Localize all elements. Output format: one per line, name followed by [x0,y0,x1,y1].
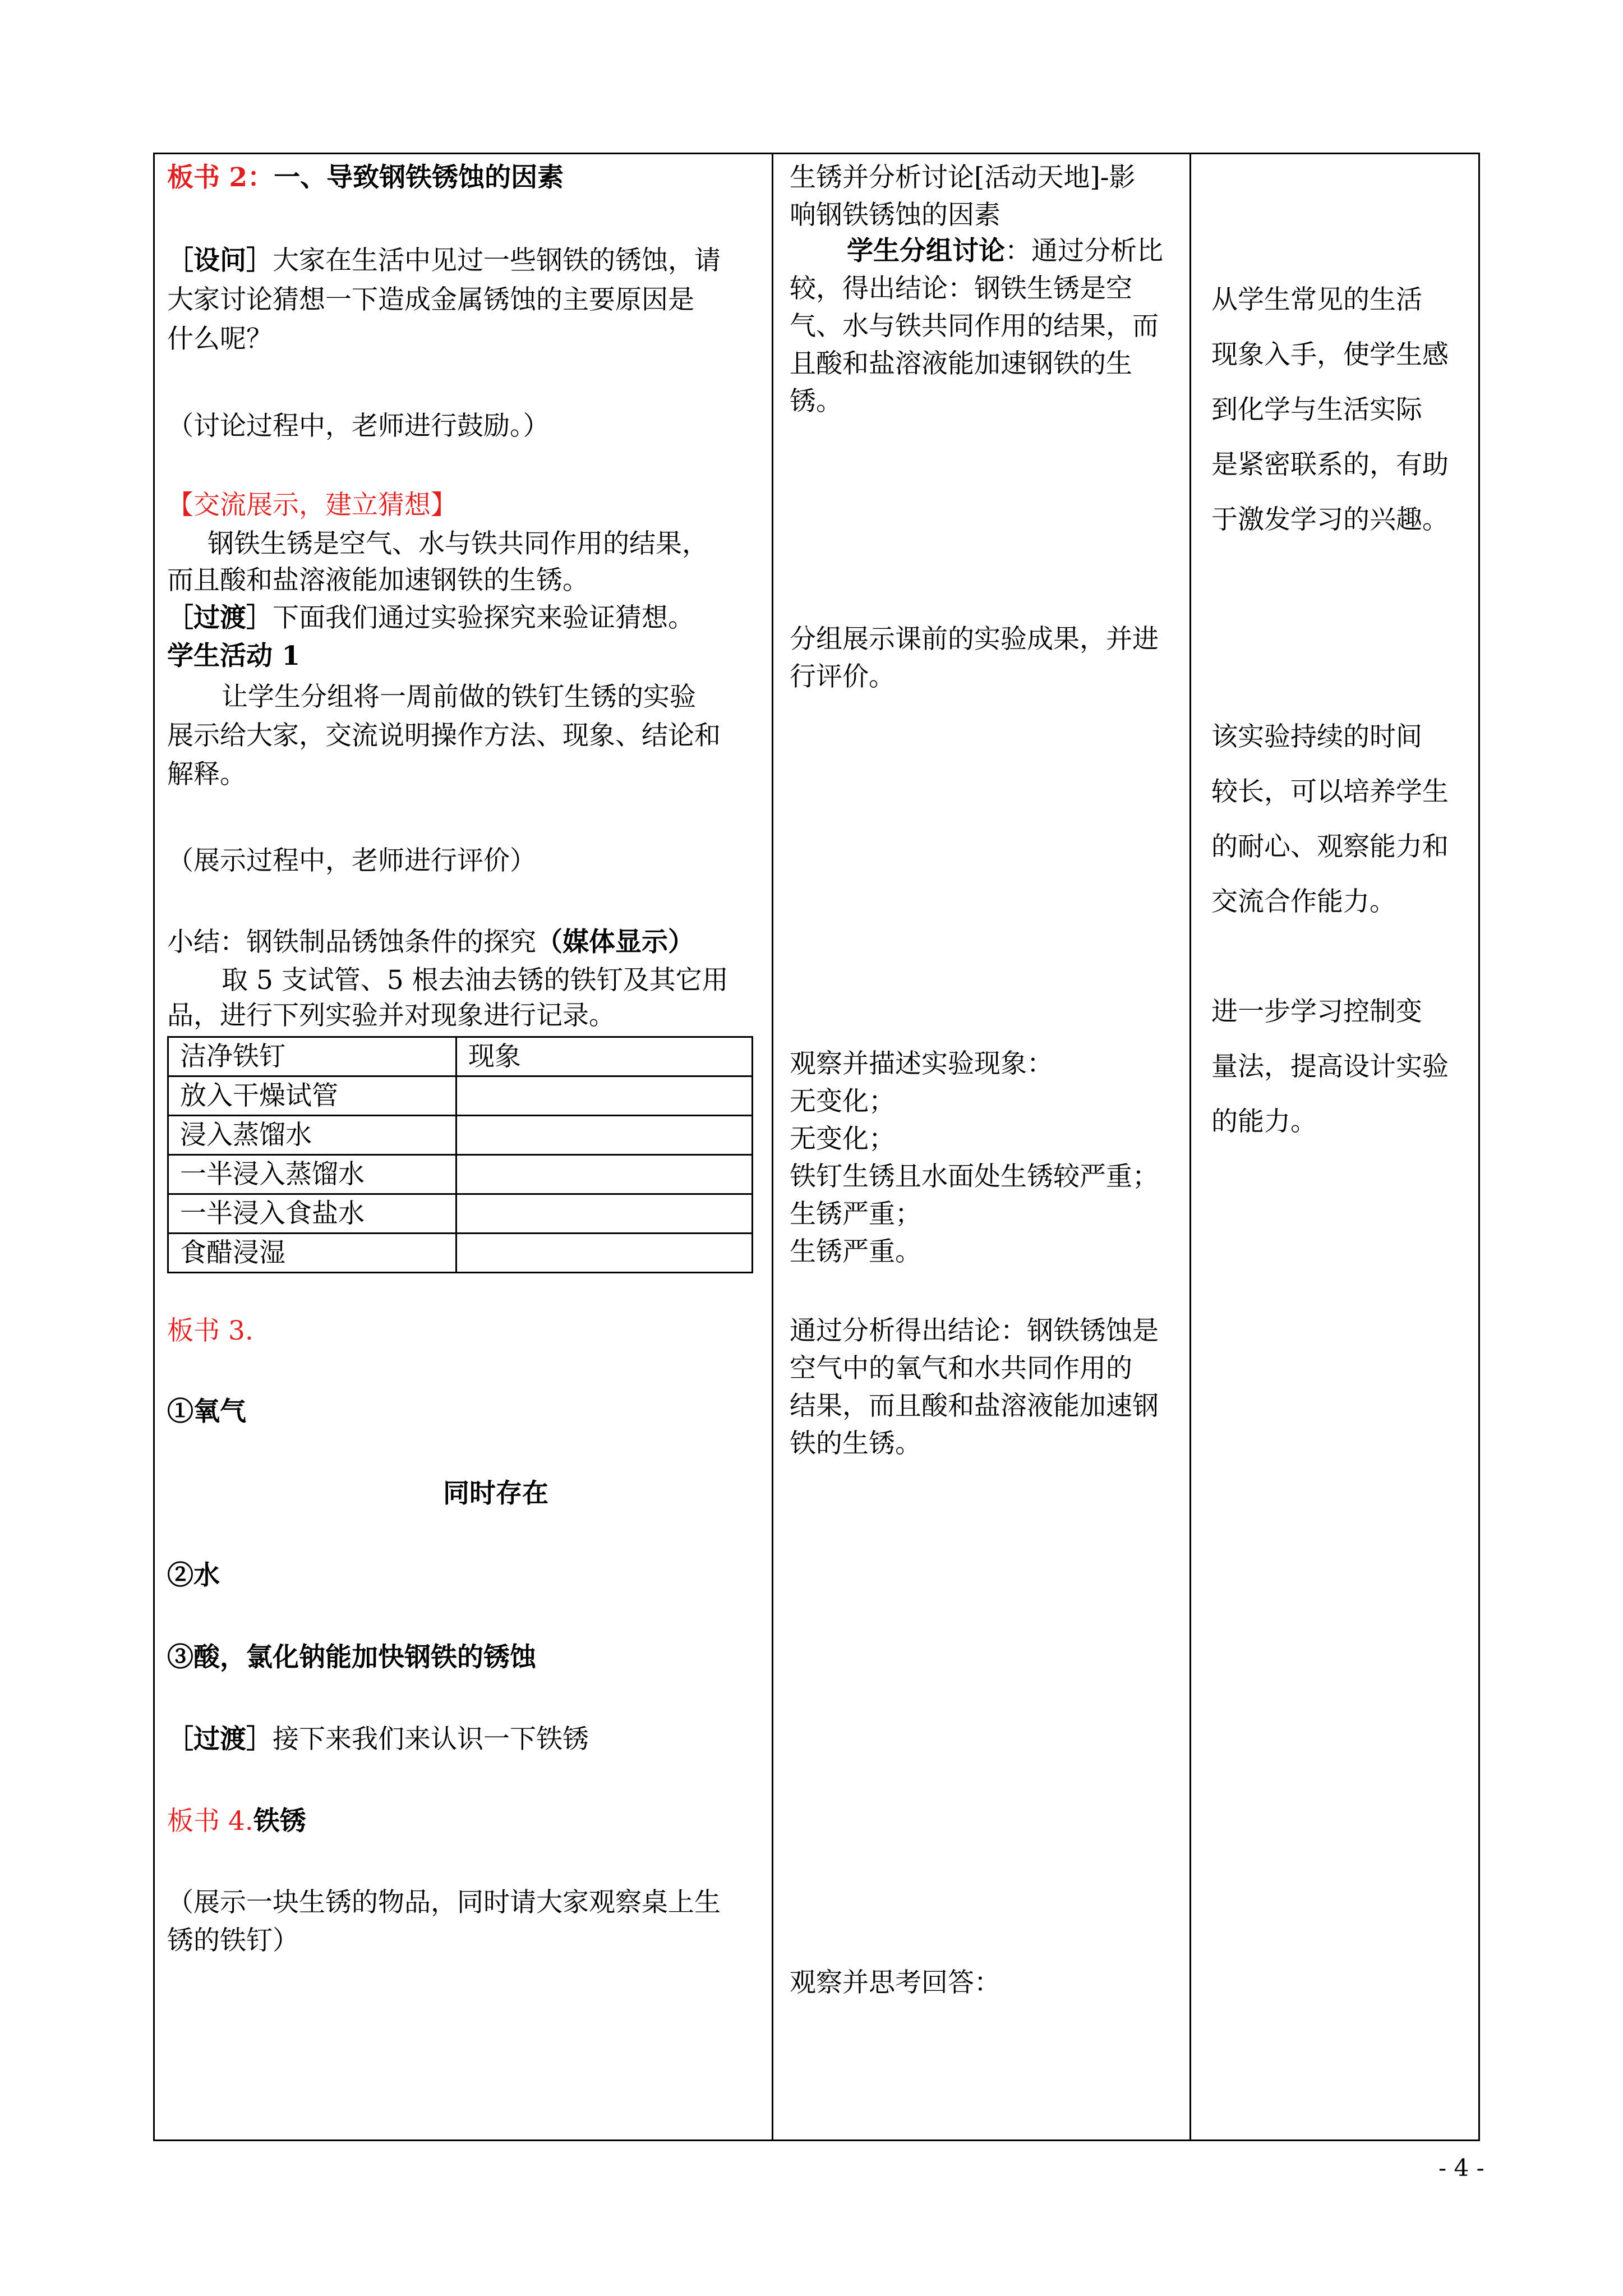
table-cell [457,1116,753,1155]
summary-line: 小结：钢铁制品锈蚀条件的探究（媒体显示） [167,927,694,958]
board-note-2-label: 板书 2： [167,162,274,193]
intent-line: 进一步学习控制变 [1211,996,1422,1027]
observe-item: 无变化； [790,1086,895,1117]
transition-1: ［过渡］下面我们通过实验探究来验证猜想。 [167,602,694,633]
column-divider-1 [772,153,773,2141]
table-header-cell: 现象 [457,1037,753,1076]
table-cell: 放入干燥试管 [168,1076,457,1116]
table-cell: 一半浸入食盐水 [168,1194,457,1234]
intent-line: 的能力。 [1211,1106,1317,1137]
evaluation-note: （展示过程中，老师进行评价） [167,845,536,876]
table-cell [457,1194,753,1234]
intent-line: 交流合作能力。 [1211,886,1396,917]
coexist-text: 同时存在 [443,1478,548,1509]
table-cell [457,1155,753,1194]
procedure-line-1: 取 5 支试管、5 根去油去锈的铁钉及其它用 [222,965,728,996]
present-line-2: 行评价。 [790,661,895,692]
table-cell: 浸入蒸馏水 [168,1116,457,1155]
intent-line: 该实验持续的时间 [1211,721,1422,752]
experiment-table [167,1036,753,1273]
table-row [168,1076,753,1116]
intent-line: 从学生常见的生活 [1211,284,1422,315]
exchange-line-2: 而且酸和盐溶液能加速钢铁的生锈。 [167,565,589,596]
question-line-2: 大家讨论猜想一下造成金属锈蚀的主要原因是 [167,284,694,315]
show-line-2: 锈的铁钉） [167,1925,299,1956]
student-line-2: 响钢铁锈蚀的因素 [790,200,1000,231]
student-line-6: 且酸和盐溶液能加速钢铁的生 [790,348,1132,379]
intent-line: 的耐心、观察能力和 [1211,831,1449,862]
conclusion-line-4: 铁的生锈。 [790,1428,921,1459]
question-line-1: ［设问］大家在生活中见过一些钢铁的锈蚀，请 [167,245,721,276]
transition-2: ［过渡］接下来我们来认识一下铁锈 [167,1724,589,1755]
conclusion-line-3: 结果，而且酸和盐溶液能加速钢 [790,1391,1159,1421]
acid-item: ③酸，氯化钠能加快钢铁的锈蚀 [167,1642,536,1673]
discussion-note: （讨论过程中，老师进行鼓励。） [167,411,550,441]
observe-item: 无变化； [790,1124,895,1154]
observe-item: 生锈严重。 [790,1236,921,1267]
observe-answer: 观察并思考回答： [790,1967,1000,1998]
table-header-row [168,1037,753,1076]
student-line-7: 锈。 [790,386,842,417]
question-line-3: 什么呢？ [167,324,273,355]
present-line-1: 分组展示课前的实验成果，并进 [790,624,1159,655]
procedure-line-2: 品，进行下列实验并对现象进行记录。 [167,1000,615,1031]
board-note-3-label: 板书 3. [167,1315,253,1346]
student-line-4: 较，得出结论：钢铁生锈是空 [790,273,1132,304]
column-divider-2 [1189,153,1191,2141]
activity-line-1: 让学生分组将一周前做的铁钉生锈的实验 [222,682,696,712]
intent-block-2 [1211,710,1449,930]
board-note-2-title: 一、导致钢铁锈蚀的因素 [274,162,564,193]
water-item: ②水 [167,1560,220,1591]
oxygen-item: ①氧气 [167,1396,246,1427]
intent-line: 量法，提高设计实验 [1211,1051,1449,1082]
intent-block-1 [1211,273,1449,547]
page-number: - 4 - [1438,2154,1484,2182]
observe-item: 生锈严重； [790,1199,921,1230]
observe-title: 观察并描述实验现象： [790,1048,1053,1079]
board-note-2 [167,158,564,197]
exchange-title: 【交流展示，建立猜想】 [167,490,457,521]
table-cell: 一半浸入蒸馏水 [168,1155,457,1194]
table-row [168,1155,753,1194]
show-line-1: （展示一块生锈的物品，同时请大家观察桌上生 [167,1887,721,1918]
board-note-4: 板书 4.铁锈 [167,1806,306,1837]
group-discussion: 学生分组讨论：通过分析比 [847,236,1163,266]
intent-line: 于激发学习的兴趣。 [1211,504,1449,535]
activity-line-2: 展示给大家，交流说明操作方法、现象、结论和 [167,720,721,751]
intent-line: 是紧密联系的，有助 [1211,449,1449,480]
intent-line: 现象入手，使学生感 [1211,339,1449,370]
table-header-cell: 洁净铁钉 [168,1037,457,1076]
student-line-1: 生锈并分析讨论[活动天地]-影 [790,162,1136,193]
intent-line: 较长，可以培养学生 [1211,776,1449,807]
table-cell [457,1076,753,1116]
table-cell: 食醋浸湿 [168,1234,457,1273]
table-row [168,1194,753,1234]
activity-line-3: 解释。 [167,759,246,790]
table-row [168,1234,753,1273]
intent-block-3 [1211,984,1449,1149]
conclusion-line-2: 空气中的氧气和水共同作用的 [790,1353,1132,1384]
conclusion-line-1: 通过分析得出结论：钢铁锈蚀是 [790,1315,1159,1346]
exchange-line-1: 钢铁生锈是空气、水与铁共同作用的结果， [208,528,708,559]
intent-line: 到化学与生活实际 [1211,394,1422,425]
student-line-5: 气、水与铁共同作用的结果，而 [790,311,1159,342]
student-activity-title: 学生活动 1 [167,641,301,671]
observe-item: 铁钉生锈且水面处生锈较严重； [790,1161,1159,1192]
table-row [168,1116,753,1155]
table-cell [457,1234,753,1273]
